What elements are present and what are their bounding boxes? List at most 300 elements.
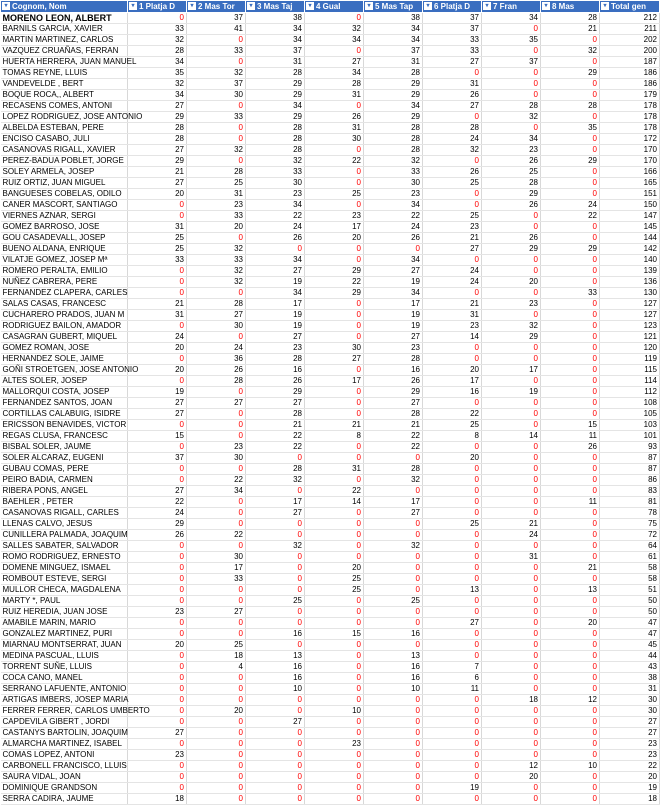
score-cell[interactable]: 0 xyxy=(128,420,187,431)
score-cell[interactable]: 0 xyxy=(246,607,305,618)
score-cell[interactable]: 0 xyxy=(541,706,600,717)
score-cell[interactable]: 0 xyxy=(187,585,246,596)
score-cell[interactable]: 16 xyxy=(246,365,305,376)
score-cell[interactable]: 0 xyxy=(187,123,246,134)
score-cell[interactable]: 25 xyxy=(423,420,482,431)
score-cell[interactable]: 0 xyxy=(246,739,305,750)
score-cell[interactable]: 8 xyxy=(305,431,364,442)
column-header-2[interactable] xyxy=(187,1,246,13)
score-cell[interactable]: 0 xyxy=(423,189,482,200)
score-cell[interactable]: 38 xyxy=(246,13,305,24)
score-cell[interactable]: 24 xyxy=(364,222,423,233)
score-cell[interactable]: 26 xyxy=(482,200,541,211)
filter-dropdown-icon[interactable]: ▾ xyxy=(306,2,314,10)
score-cell[interactable]: 0 xyxy=(128,475,187,486)
score-cell[interactable]: 26 xyxy=(482,233,541,244)
score-cell[interactable]: 28 xyxy=(246,145,305,156)
score-cell[interactable]: 28 xyxy=(246,68,305,79)
name-cell[interactable]: DOMINIQUE GRANDSON xyxy=(1,783,128,794)
score-cell[interactable]: 34 xyxy=(128,90,187,101)
score-cell[interactable]: 29 xyxy=(128,519,187,530)
name-cell[interactable]: FERRER FERRER, CARLOS UMBERTO xyxy=(2,706,150,715)
score-cell[interactable]: 0 xyxy=(541,277,600,288)
score-cell[interactable]: 34 xyxy=(482,13,541,24)
score-cell[interactable]: 30 xyxy=(187,552,246,563)
score-cell[interactable]: 0 xyxy=(364,585,423,596)
score-cell[interactable]: 0 xyxy=(364,783,423,794)
name-cell[interactable]: MIARNAU MONTSERRAT, JUAN xyxy=(1,640,128,651)
column-header-0[interactable] xyxy=(1,1,128,13)
name-cell[interactable]: ROMERO PERALTA, EMILIO xyxy=(1,266,128,277)
score-cell[interactable]: 0 xyxy=(364,717,423,728)
score-cell[interactable]: 0 xyxy=(541,354,600,365)
total-cell[interactable]: 72 xyxy=(600,530,660,541)
score-cell[interactable]: 25 xyxy=(423,178,482,189)
score-cell[interactable]: 0 xyxy=(482,46,541,57)
score-cell[interactable]: 0 xyxy=(187,717,246,728)
filter-dropdown-icon[interactable]: ▾ xyxy=(2,2,10,10)
total-cell[interactable]: 27 xyxy=(600,717,660,728)
score-cell[interactable]: 25 xyxy=(482,167,541,178)
score-cell[interactable]: 14 xyxy=(482,431,541,442)
score-cell[interactable]: 0 xyxy=(128,585,187,596)
score-cell[interactable]: 29 xyxy=(305,266,364,277)
total-cell[interactable]: 50 xyxy=(600,607,660,618)
score-cell[interactable]: 0 xyxy=(482,376,541,387)
score-cell[interactable]: 0 xyxy=(541,112,600,123)
score-cell[interactable]: 0 xyxy=(541,365,600,376)
score-cell[interactable]: 0 xyxy=(187,134,246,145)
score-cell[interactable]: 17 xyxy=(482,365,541,376)
score-cell[interactable]: 17 xyxy=(364,299,423,310)
total-cell[interactable]: 178 xyxy=(600,123,660,134)
name-cell[interactable]: RUIZ HEREDIA, JUAN JOSE xyxy=(1,607,128,618)
score-cell[interactable]: 0 xyxy=(305,442,364,453)
total-cell[interactable]: 178 xyxy=(600,112,660,123)
score-cell[interactable]: 25 xyxy=(187,640,246,651)
score-cell[interactable]: 27 xyxy=(246,332,305,343)
total-cell[interactable]: 18 xyxy=(600,794,660,805)
filter-dropdown-icon[interactable]: ▾ xyxy=(601,2,609,10)
score-cell[interactable]: 0 xyxy=(246,618,305,629)
score-cell[interactable]: 0 xyxy=(541,464,600,475)
score-cell[interactable]: 0 xyxy=(423,750,482,761)
score-cell[interactable]: 22 xyxy=(187,475,246,486)
score-cell[interactable]: 0 xyxy=(187,772,246,783)
score-cell[interactable]: 27 xyxy=(364,332,423,343)
score-cell[interactable]: 23 xyxy=(187,442,246,453)
name-cell[interactable]: VANDEVELDE , BERT xyxy=(1,79,128,90)
score-cell[interactable]: 29 xyxy=(128,112,187,123)
score-cell[interactable]: 0 xyxy=(364,519,423,530)
score-cell[interactable]: 27 xyxy=(423,101,482,112)
score-cell[interactable]: 33 xyxy=(423,46,482,57)
score-cell[interactable]: 0 xyxy=(541,398,600,409)
score-cell[interactable]: 0 xyxy=(128,739,187,750)
score-cell[interactable]: 0 xyxy=(482,783,541,794)
score-cell[interactable]: 26 xyxy=(246,376,305,387)
score-cell[interactable]: 0 xyxy=(305,13,364,24)
score-cell[interactable]: 0 xyxy=(187,420,246,431)
score-cell[interactable]: 0 xyxy=(364,530,423,541)
name-cell[interactable]: TORRENT SUÑE, LLUIS xyxy=(1,662,128,673)
score-cell[interactable]: 29 xyxy=(246,112,305,123)
score-cell[interactable]: 28 xyxy=(246,134,305,145)
score-cell[interactable]: 30 xyxy=(187,321,246,332)
score-cell[interactable]: 0 xyxy=(305,662,364,673)
name-cell[interactable]: ARTIGAS IMBERS, JOSEP MARIA xyxy=(2,695,129,704)
score-cell[interactable]: 27 xyxy=(246,508,305,519)
total-cell[interactable]: 47 xyxy=(600,618,660,629)
score-cell[interactable]: 26 xyxy=(128,530,187,541)
score-cell[interactable]: 31 xyxy=(482,552,541,563)
score-cell[interactable]: 0 xyxy=(364,750,423,761)
score-cell[interactable]: 0 xyxy=(246,772,305,783)
total-cell[interactable]: 200 xyxy=(600,46,660,57)
score-cell[interactable]: 4 xyxy=(187,662,246,673)
score-cell[interactable]: 31 xyxy=(305,90,364,101)
score-cell[interactable]: 29 xyxy=(305,288,364,299)
score-cell[interactable]: 31 xyxy=(364,57,423,68)
score-cell[interactable]: 10 xyxy=(305,706,364,717)
score-cell[interactable]: 22 xyxy=(246,431,305,442)
name-cell[interactable]: SAURA VIDAL, JOAN xyxy=(1,772,128,783)
score-cell[interactable]: 0 xyxy=(541,596,600,607)
score-cell[interactable]: 0 xyxy=(187,761,246,772)
score-cell[interactable]: 20 xyxy=(128,189,187,200)
score-cell[interactable]: 0 xyxy=(364,607,423,618)
score-cell[interactable]: 0 xyxy=(187,409,246,420)
score-cell[interactable]: 37 xyxy=(187,13,246,24)
score-cell[interactable]: 0 xyxy=(482,266,541,277)
score-cell[interactable]: 0 xyxy=(541,387,600,398)
score-cell[interactable]: 11 xyxy=(423,684,482,695)
score-cell[interactable]: 0 xyxy=(482,222,541,233)
total-cell[interactable]: 178 xyxy=(600,101,660,112)
score-cell[interactable]: 0 xyxy=(541,662,600,673)
score-cell[interactable]: 25 xyxy=(246,596,305,607)
score-cell[interactable]: 22 xyxy=(423,409,482,420)
name-cell[interactable]: ENCISO CASABO, JULI xyxy=(1,134,128,145)
score-cell[interactable]: 29 xyxy=(364,79,423,90)
score-cell[interactable]: 19 xyxy=(423,783,482,794)
name-cell[interactable]: MARTIN MARTINEZ, CARLOS xyxy=(1,35,128,46)
score-cell[interactable]: 0 xyxy=(187,695,246,706)
score-cell[interactable]: 23 xyxy=(187,200,246,211)
name-cell[interactable]: SOLEY ARMELA, JOSEP xyxy=(1,167,128,178)
total-cell[interactable]: 75 xyxy=(600,519,660,530)
name-cell[interactable]: DOMENE MINGUEZ, ISMAEL xyxy=(1,563,128,574)
score-cell[interactable]: 0 xyxy=(128,376,187,387)
score-cell[interactable]: 19 xyxy=(364,321,423,332)
name-cell[interactable]: SOLER ALCARAZ, EUGENI xyxy=(1,453,128,464)
total-cell[interactable]: 120 xyxy=(600,343,660,354)
total-cell[interactable]: 87 xyxy=(600,453,660,464)
total-cell[interactable]: 170 xyxy=(600,145,660,156)
name-cell[interactable]: GOMEZ ROMAN, JOSE xyxy=(1,343,128,354)
score-cell[interactable]: 0 xyxy=(305,794,364,805)
total-cell[interactable]: 19 xyxy=(600,783,660,794)
score-cell[interactable]: 0 xyxy=(423,354,482,365)
score-cell[interactable]: 0 xyxy=(423,255,482,266)
score-cell[interactable]: 24 xyxy=(128,508,187,519)
score-cell[interactable]: 0 xyxy=(541,35,600,46)
name-cell[interactable]: FERNANDEZ SANTOS, JOAN xyxy=(1,398,128,409)
score-cell[interactable]: 32 xyxy=(541,46,600,57)
score-cell[interactable]: 27 xyxy=(128,486,187,497)
score-cell[interactable]: 35 xyxy=(541,123,600,134)
score-cell[interactable]: 28 xyxy=(423,123,482,134)
score-cell[interactable]: 0 xyxy=(128,662,187,673)
total-cell[interactable]: 58 xyxy=(600,574,660,585)
score-cell[interactable]: 17 xyxy=(423,376,482,387)
score-cell[interactable]: 28 xyxy=(187,299,246,310)
score-cell[interactable]: 0 xyxy=(187,332,246,343)
total-cell[interactable]: 22 xyxy=(600,761,660,772)
score-cell[interactable]: 0 xyxy=(364,772,423,783)
score-cell[interactable]: 0 xyxy=(305,365,364,376)
score-cell[interactable]: 0 xyxy=(482,684,541,695)
filter-dropdown-icon[interactable]: ▾ xyxy=(188,2,196,10)
score-cell[interactable]: 0 xyxy=(246,728,305,739)
score-cell[interactable]: 32 xyxy=(364,156,423,167)
column-header-7[interactable] xyxy=(482,1,541,13)
score-cell[interactable]: 0 xyxy=(187,684,246,695)
score-cell[interactable]: 32 xyxy=(246,156,305,167)
score-cell[interactable]: 32 xyxy=(482,321,541,332)
score-cell[interactable]: 14 xyxy=(305,497,364,508)
score-cell[interactable]: 16 xyxy=(364,673,423,684)
score-cell[interactable]: 0 xyxy=(423,442,482,453)
score-cell[interactable]: 0 xyxy=(187,541,246,552)
score-cell[interactable]: 34 xyxy=(246,24,305,35)
score-cell[interactable]: 28 xyxy=(128,46,187,57)
total-cell[interactable]: 45 xyxy=(600,640,660,651)
score-cell[interactable]: 23 xyxy=(364,343,423,354)
score-cell[interactable]: 28 xyxy=(364,68,423,79)
score-cell[interactable]: 18 xyxy=(482,695,541,706)
score-cell[interactable]: 25 xyxy=(128,244,187,255)
score-cell[interactable]: 37 xyxy=(128,453,187,464)
score-cell[interactable]: 17 xyxy=(305,376,364,387)
name-cell[interactable]: CASANOVAS RIGALL, XAVIER xyxy=(1,145,128,156)
total-cell[interactable]: 142 xyxy=(600,244,660,255)
score-cell[interactable]: 29 xyxy=(364,387,423,398)
total-cell[interactable]: 172 xyxy=(600,134,660,145)
total-cell[interactable]: 211 xyxy=(600,24,660,35)
score-cell[interactable]: 28 xyxy=(364,354,423,365)
score-cell[interactable]: 22 xyxy=(246,442,305,453)
score-cell[interactable]: 34 xyxy=(246,35,305,46)
name-cell[interactable]: GOÑI STROETGEN, JOSE ANTONIO xyxy=(2,365,139,374)
score-cell[interactable]: 0 xyxy=(541,321,600,332)
score-cell[interactable]: 27 xyxy=(364,398,423,409)
score-cell[interactable]: 0 xyxy=(364,552,423,563)
total-cell[interactable]: 30 xyxy=(600,695,660,706)
score-cell[interactable]: 0 xyxy=(128,277,187,288)
score-cell[interactable]: 20 xyxy=(482,277,541,288)
total-cell[interactable]: 202 xyxy=(600,35,660,46)
score-cell[interactable]: 0 xyxy=(128,618,187,629)
total-cell[interactable]: 186 xyxy=(600,68,660,79)
name-cell[interactable]: TOMAS REYNE, LLUIS xyxy=(1,68,128,79)
name-cell[interactable]: SALAS CASAS, FRANCESC xyxy=(1,299,128,310)
score-cell[interactable]: 0 xyxy=(305,255,364,266)
score-cell[interactable]: 32 xyxy=(128,79,187,90)
score-cell[interactable]: 0 xyxy=(305,717,364,728)
name-cell[interactable]: MARTY *, PAUL xyxy=(1,596,128,607)
score-cell[interactable]: 0 xyxy=(246,761,305,772)
name-cell[interactable]: BOQUE ROCA,, ALBERT xyxy=(1,90,128,101)
name-cell[interactable]: CASAGRAN GUBERT, MIQUEL xyxy=(1,332,128,343)
score-cell[interactable]: 21 xyxy=(128,167,187,178)
score-cell[interactable]: 22 xyxy=(305,277,364,288)
total-cell[interactable]: 140 xyxy=(600,255,660,266)
score-cell[interactable]: 0 xyxy=(423,541,482,552)
score-cell[interactable]: 0 xyxy=(128,288,187,299)
score-cell[interactable]: 0 xyxy=(128,354,187,365)
total-cell[interactable]: 212 xyxy=(600,13,660,24)
total-cell[interactable]: 186 xyxy=(600,79,660,90)
score-cell[interactable]: 0 xyxy=(187,101,246,112)
score-cell[interactable]: 0 xyxy=(482,739,541,750)
score-cell[interactable]: 26 xyxy=(364,233,423,244)
score-cell[interactable]: 27 xyxy=(246,398,305,409)
name-cell[interactable]: HERNANDEZ SOLE, JAIME xyxy=(1,354,128,365)
score-cell[interactable]: 0 xyxy=(187,519,246,530)
score-cell[interactable]: 0 xyxy=(482,508,541,519)
score-cell[interactable]: 37 xyxy=(364,46,423,57)
total-cell[interactable]: 114 xyxy=(600,376,660,387)
score-cell[interactable]: 0 xyxy=(187,431,246,442)
total-cell[interactable]: 179 xyxy=(600,90,660,101)
score-cell[interactable]: 0 xyxy=(541,134,600,145)
score-cell[interactable]: 34 xyxy=(246,288,305,299)
score-cell[interactable]: 29 xyxy=(482,244,541,255)
score-cell[interactable]: 0 xyxy=(482,497,541,508)
score-cell[interactable]: 0 xyxy=(128,596,187,607)
total-cell[interactable]: 87 xyxy=(600,464,660,475)
score-cell[interactable]: 0 xyxy=(423,717,482,728)
total-cell[interactable]: 83 xyxy=(600,486,660,497)
score-cell[interactable]: 0 xyxy=(128,211,187,222)
score-cell[interactable]: 19 xyxy=(246,310,305,321)
name-cell[interactable]: RECASENS COMES, ANTONI xyxy=(1,101,128,112)
score-cell[interactable]: 32 xyxy=(482,112,541,123)
total-cell[interactable]: 166 xyxy=(600,167,660,178)
score-cell[interactable]: 0 xyxy=(128,783,187,794)
score-cell[interactable]: 0 xyxy=(305,596,364,607)
score-cell[interactable]: 28 xyxy=(187,376,246,387)
name-cell[interactable]: ALTES SOLER, JOSEP xyxy=(1,376,128,387)
total-cell[interactable]: 20 xyxy=(600,772,660,783)
score-cell[interactable]: 19 xyxy=(246,277,305,288)
score-cell[interactable]: 30 xyxy=(187,90,246,101)
total-cell[interactable]: 30 xyxy=(600,706,660,717)
score-cell[interactable]: 26 xyxy=(305,112,364,123)
score-cell[interactable]: 27 xyxy=(128,409,187,420)
name-cell[interactable]: AMABILE MARIN, MARIO xyxy=(1,618,128,629)
score-cell[interactable]: 0 xyxy=(246,574,305,585)
score-cell[interactable]: 17 xyxy=(364,497,423,508)
score-cell[interactable]: 28 xyxy=(364,464,423,475)
score-cell[interactable]: 0 xyxy=(246,794,305,805)
score-cell[interactable]: 20 xyxy=(128,640,187,651)
score-cell[interactable]: 28 xyxy=(364,145,423,156)
score-cell[interactable]: 0 xyxy=(541,222,600,233)
score-cell[interactable]: 0 xyxy=(541,299,600,310)
score-cell[interactable]: 27 xyxy=(187,398,246,409)
score-cell[interactable]: 0 xyxy=(482,585,541,596)
score-cell[interactable]: 0 xyxy=(541,90,600,101)
score-cell[interactable]: 0 xyxy=(128,673,187,684)
total-cell[interactable]: 170 xyxy=(600,156,660,167)
score-cell[interactable]: 0 xyxy=(246,244,305,255)
score-cell[interactable]: 29 xyxy=(246,90,305,101)
score-cell[interactable]: 0 xyxy=(482,453,541,464)
score-cell[interactable]: 0 xyxy=(423,640,482,651)
score-cell[interactable]: 37 xyxy=(482,57,541,68)
score-cell[interactable]: 0 xyxy=(305,519,364,530)
score-cell[interactable]: 13 xyxy=(364,651,423,662)
score-cell[interactable]: 0 xyxy=(128,200,187,211)
name-cell[interactable]: HUERTA HERRERA, JUAN MANUEL xyxy=(2,57,137,66)
score-cell[interactable]: 19 xyxy=(128,387,187,398)
total-cell[interactable]: 147 xyxy=(600,211,660,222)
score-cell[interactable]: 28 xyxy=(187,167,246,178)
score-cell[interactable]: 0 xyxy=(187,508,246,519)
score-cell[interactable]: 21 xyxy=(423,233,482,244)
score-cell[interactable]: 0 xyxy=(364,563,423,574)
name-cell[interactable]: NUÑEZ CABRERA, PERE xyxy=(1,277,128,288)
score-cell[interactable]: 27 xyxy=(246,717,305,728)
score-cell[interactable]: 8 xyxy=(423,431,482,442)
score-cell[interactable]: 0 xyxy=(482,486,541,497)
score-cell[interactable]: 24 xyxy=(423,266,482,277)
score-cell[interactable]: 27 xyxy=(187,607,246,618)
score-cell[interactable]: 32 xyxy=(423,145,482,156)
total-cell[interactable]: 93 xyxy=(600,442,660,453)
score-cell[interactable]: 27 xyxy=(128,398,187,409)
score-cell[interactable]: 23 xyxy=(305,739,364,750)
score-cell[interactable]: 29 xyxy=(364,112,423,123)
score-cell[interactable]: 0 xyxy=(482,618,541,629)
score-cell[interactable]: 25 xyxy=(305,189,364,200)
score-cell[interactable]: 0 xyxy=(482,728,541,739)
score-cell[interactable]: 0 xyxy=(423,200,482,211)
score-cell[interactable]: 28 xyxy=(246,464,305,475)
score-cell[interactable]: 0 xyxy=(423,761,482,772)
score-cell[interactable]: 0 xyxy=(305,607,364,618)
score-cell[interactable]: 0 xyxy=(305,321,364,332)
score-cell[interactable]: 28 xyxy=(541,13,600,24)
score-cell[interactable]: 34 xyxy=(128,57,187,68)
score-cell[interactable]: 0 xyxy=(482,629,541,640)
score-cell[interactable]: 33 xyxy=(364,167,423,178)
score-cell[interactable]: 0 xyxy=(423,772,482,783)
score-cell[interactable]: 0 xyxy=(305,167,364,178)
score-cell[interactable]: 6 xyxy=(423,673,482,684)
score-cell[interactable]: 34 xyxy=(364,24,423,35)
score-cell[interactable]: 27 xyxy=(364,266,423,277)
score-cell[interactable]: 0 xyxy=(482,288,541,299)
score-cell[interactable]: 17 xyxy=(187,563,246,574)
score-cell[interactable]: 0 xyxy=(128,695,187,706)
name-cell[interactable]: ROMO RODRIGUEZ, ERNESTO xyxy=(1,552,128,563)
score-cell[interactable]: 27 xyxy=(128,728,187,739)
score-cell[interactable]: 14 xyxy=(423,332,482,343)
score-cell[interactable]: 20 xyxy=(305,233,364,244)
